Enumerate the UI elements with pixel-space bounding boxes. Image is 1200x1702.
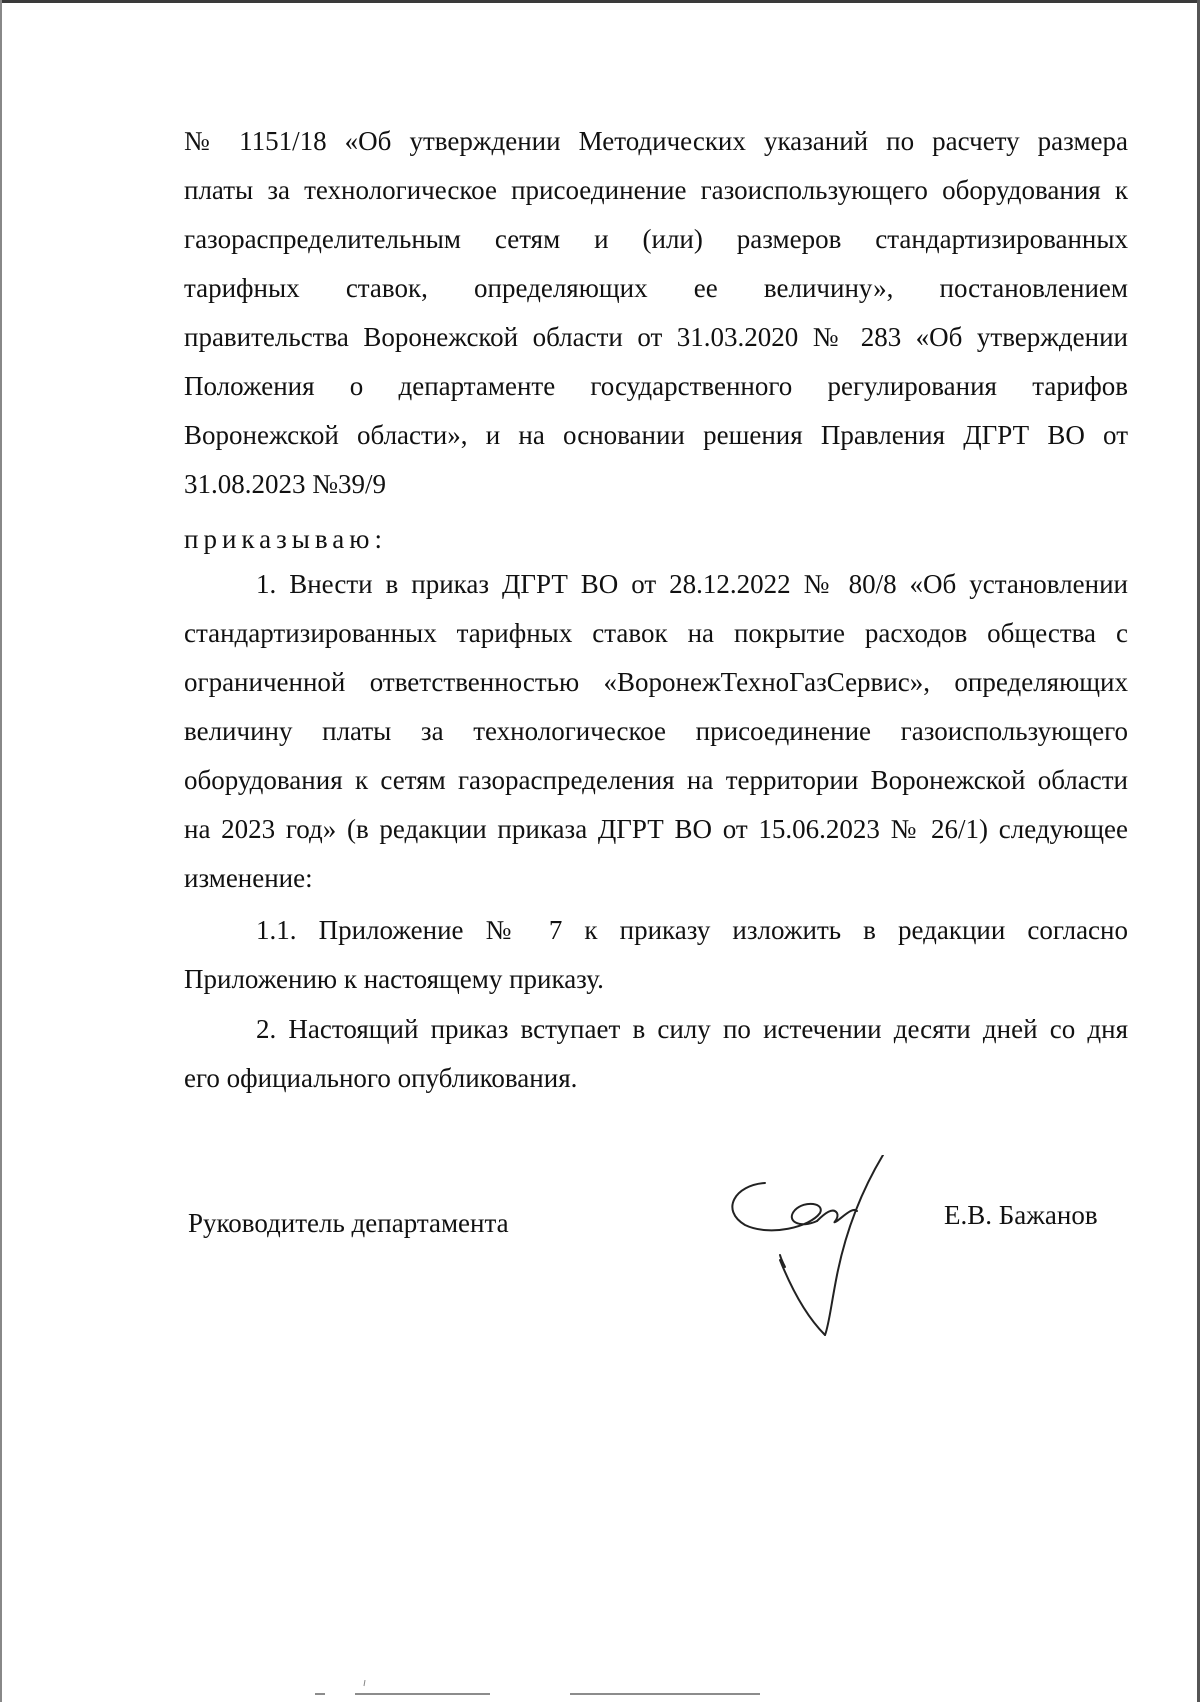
item-2 [184,1005,1128,1103]
paragraph-1-line: 31.08.2023 №39/9 [184,469,387,499]
paragraph-1 [184,117,1128,509]
scan-edge-left [0,0,2,1702]
paragraph-1-line: правительства Воронежской области от 31.03.2020 № 283 «Об утверждении [184,322,1128,352]
paragraph-1-line: газораспределительным сетям и (или) размеров стандартизированных [184,224,1128,254]
item-1-line: 1. Внести в приказ ДГРТ ВО от 28.12.2022 № 80/8 «Об установлении [256,569,1128,599]
item-1-1-line: 1.1. Приложение № 7 к приказу изложить в редакции согласно [256,915,1128,945]
scan-artifact-bottom [0,1680,1200,1702]
paragraph-1-line: Воронежской области», и на основании решения Правления ДГРТ ВО от [184,420,1128,450]
signature-row [184,1200,1128,1260]
paragraph-1-line: Положения о департаменте государственного регулирования тарифов [184,371,1128,401]
item-1-line: изменение: [184,863,313,893]
item-1-line: ограниченной ответственностью «ВоронежТехноГазСервис», определяющих [184,667,1128,697]
paragraph-1-line: № 1151/18 «Об утверждении Методических указаний по расчету размера [184,126,1128,156]
item-1-line: стандартизированных тарифных ставок на покрытие расходов общества с [184,618,1128,648]
handwritten-signature [725,1155,925,1345]
signatory-name: Е.В. Бажанов [944,1200,1098,1230]
scan-edge-top [0,0,1200,3]
item-2-line: 2. Настоящий приказ вступает в силу по истечении десяти дней со дня [256,1014,1128,1044]
signatory-role: Руководитель департамента [188,1208,509,1238]
item-1-line: величину платы за технологическое присоединение газоиспользующего [184,716,1128,746]
item-1-1-line: Приложению к настоящему приказу. [184,964,604,994]
paragraph-1-line: тарифных ставок, определяющих ее величину», постановлением [184,273,1128,303]
order-word: приказываю: [184,524,387,554]
item-1-1 [184,906,1128,1004]
item-1-line: на 2023 год» (в редакции приказа ДГРТ ВО от 15.06.2023 № 26/1) следующее [184,814,1128,844]
order-heading [184,515,1128,564]
item-1-line: оборудования к сетям газораспределения на территории Воронежской области [184,765,1128,795]
paragraph-1-line: платы за технологическое присоединение газоиспользующего оборудования к [184,175,1128,205]
item-2-line: его официального опубликования. [184,1063,578,1093]
item-1 [184,560,1128,903]
